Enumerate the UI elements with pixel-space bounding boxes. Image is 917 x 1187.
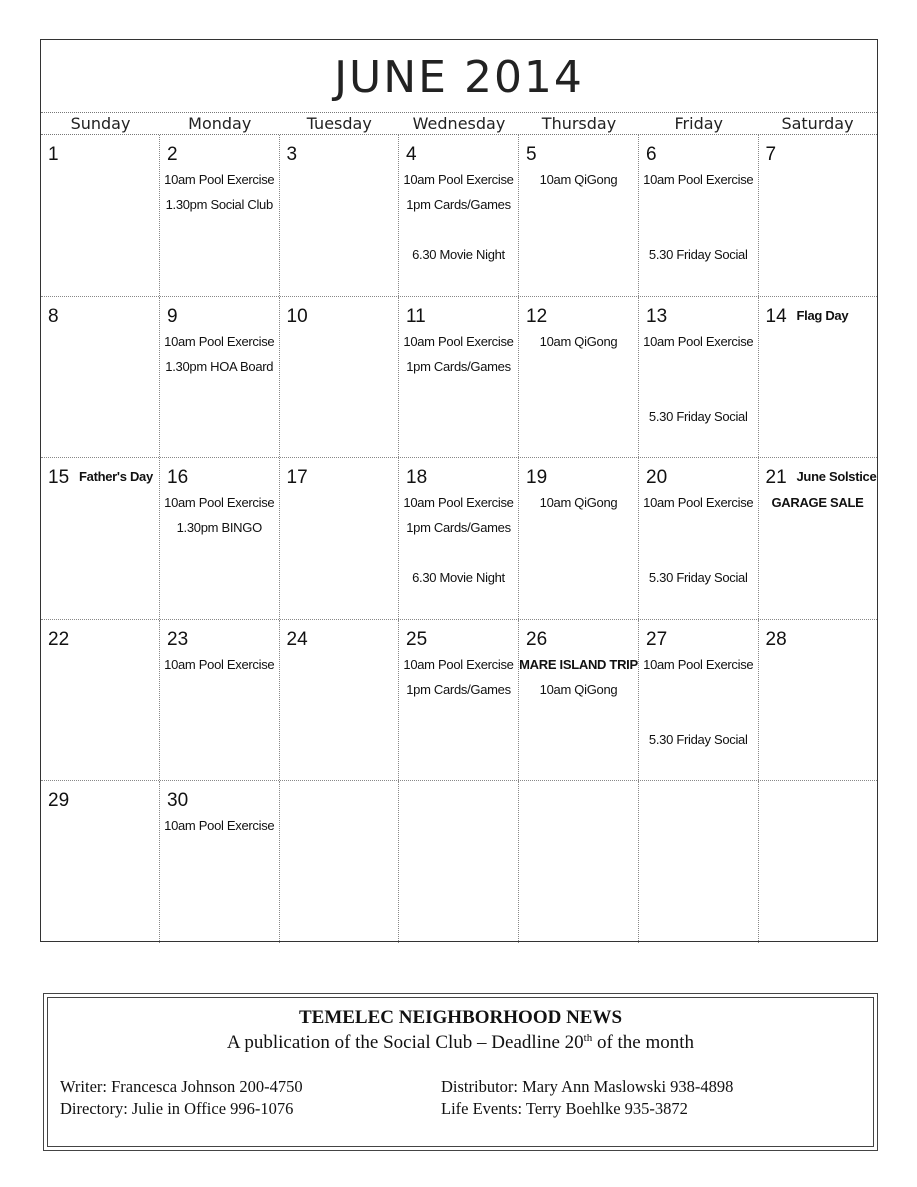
- day-cell-19: [519, 458, 639, 619]
- day-cell-empty: [519, 781, 639, 943]
- event-entry: 10am Pool Exercise: [164, 495, 275, 511]
- day-cell-7: [759, 135, 877, 296]
- event-entry: 10am Pool Exercise: [403, 495, 514, 511]
- event-entry: 6.30 Movie Night: [412, 570, 505, 586]
- day-number: 1: [48, 144, 59, 165]
- day-cell-13: [639, 297, 759, 458]
- day-number: 27: [646, 628, 668, 650]
- distributor-credit: Distributor: Mary Ann Maslowski 938-4898: [441, 1077, 734, 1096]
- event-entry: 10am Pool Exercise: [164, 333, 275, 349]
- day-cell-20: [639, 458, 759, 619]
- event-entry: 5.30 Friday Social: [648, 247, 748, 262]
- day-number: 2: [167, 144, 178, 165]
- event-entry: 5.30 Friday Social: [648, 570, 748, 586]
- weekday-wednesday: Wednesday: [412, 114, 506, 133]
- event-entry: 1.30pm Social Club: [165, 197, 273, 212]
- footer-subtitle: [48, 1032, 873, 1054]
- weekday-saturday: Saturday: [781, 114, 854, 133]
- day-cell-12: [519, 297, 639, 458]
- calendar-grid: [41, 134, 877, 943]
- weekday-thursday: Thursday: [541, 114, 617, 133]
- day-number: 28: [765, 628, 787, 650]
- event-entry: GARAGE SALE: [771, 495, 864, 511]
- weekday-sunday: Sunday: [70, 114, 131, 133]
- event-entry: 1pm Cards/Games: [406, 197, 511, 212]
- day-number: 19: [526, 467, 548, 489]
- weekday-header-row: [41, 112, 877, 135]
- day-cell-11: [399, 297, 519, 458]
- day-cell-28: [759, 620, 877, 781]
- day-cell-empty: [759, 781, 877, 943]
- day-number: 3: [286, 144, 298, 165]
- footer-subtitle-text: A publication of the Social Club – Deadline 20: [226, 1032, 584, 1053]
- event-entry: MARE ISLAND TRIP: [519, 656, 638, 672]
- event-entry: 10am QiGong: [539, 172, 618, 187]
- week-row: [41, 297, 877, 459]
- weekday-friday: Friday: [674, 114, 723, 133]
- event-entry: 10am Pool Exercise: [403, 656, 514, 672]
- event-entry: 10am QiGong: [539, 681, 618, 697]
- event-entry: 10am Pool Exercise: [643, 333, 754, 349]
- day-cell-26: [519, 620, 639, 781]
- day-cell-24: [280, 620, 400, 781]
- event-entry: 10am Pool Exercise: [164, 172, 275, 187]
- day-number: 15: [48, 467, 70, 489]
- day-number: 7: [765, 144, 777, 165]
- day-number: 13: [646, 305, 668, 327]
- day-number: 6: [646, 144, 657, 165]
- day-cell-22: [41, 620, 160, 781]
- directory-credit: Directory: Julie in Office 996-1076: [60, 1099, 294, 1118]
- weekday-tuesday: Tuesday: [306, 114, 372, 133]
- week-row: [41, 781, 877, 943]
- event-entry: 10am Pool Exercise: [403, 333, 514, 349]
- day-cell-9: [160, 297, 280, 458]
- day-cell-5: [519, 135, 639, 296]
- day-cell-8: [41, 297, 160, 458]
- day-number: 23: [167, 628, 189, 650]
- event-entry: 10am Pool Exercise: [643, 495, 754, 511]
- event-entry: 10am Pool Exercise: [164, 818, 275, 834]
- day-cell-empty: [639, 781, 759, 943]
- day-number: 9: [167, 305, 178, 327]
- day-number: 10: [286, 305, 308, 327]
- day-cell-empty: [280, 781, 400, 943]
- day-cell-30: [160, 781, 280, 943]
- day-cell-1: [41, 135, 160, 296]
- day-cell-29: [41, 781, 160, 943]
- event-entry: 5.30 Friday Social: [648, 731, 748, 747]
- day-number: 22: [48, 628, 70, 650]
- weekday-monday: Monday: [188, 114, 252, 133]
- day-number: 24: [286, 628, 308, 650]
- day-cell-27: [639, 620, 759, 781]
- day-number: 18: [406, 467, 428, 489]
- day-cell-6: [639, 135, 759, 296]
- day-cell-empty: [399, 781, 519, 943]
- writer-credit: Writer: Francesca Johnson 200-4750: [60, 1077, 303, 1096]
- footer-subtitle-end: of the month: [592, 1032, 695, 1053]
- holiday-label: June Solstice: [796, 469, 877, 485]
- day-cell-3: [280, 135, 400, 296]
- calendar: [40, 39, 878, 942]
- day-number: 21: [765, 467, 787, 489]
- event-entry: 10am Pool Exercise: [403, 172, 514, 187]
- day-number: 20: [646, 467, 668, 489]
- day-cell-18: [399, 458, 519, 619]
- day-cell-15: [41, 458, 160, 619]
- week-row: [41, 620, 877, 782]
- calendar-title: JUNE 2014: [334, 52, 584, 103]
- event-entry: 1pm Cards/Games: [406, 681, 511, 697]
- day-number: 12: [526, 305, 548, 327]
- day-cell-23: [160, 620, 280, 781]
- day-cell-17: [280, 458, 400, 619]
- event-entry: 10am Pool Exercise: [164, 656, 275, 672]
- footer-title: TEMELEC NEIGHBORHOOD NEWS: [298, 1007, 623, 1028]
- day-number: 5: [526, 144, 537, 165]
- footer-inner-border: [47, 997, 874, 1147]
- event-entry: 10am Pool Exercise: [643, 656, 754, 672]
- day-cell-14: [759, 297, 877, 458]
- holiday-label: Father's Day: [79, 469, 153, 485]
- event-entry: 1.30pm HOA Board: [165, 358, 274, 374]
- week-row: [41, 135, 877, 297]
- day-cell-4: [399, 135, 519, 296]
- holiday-label: Flag Day: [796, 307, 849, 323]
- event-entry: 6.30 Movie Night: [412, 247, 505, 262]
- day-number: 16: [167, 467, 189, 489]
- event-entry: 10am Pool Exercise: [643, 172, 754, 187]
- event-entry: 10am QiGong: [539, 495, 618, 511]
- day-number: 25: [406, 628, 428, 650]
- day-number: 14: [765, 305, 787, 327]
- day-cell-21: [759, 458, 877, 619]
- event-entry: 5.30 Friday Social: [648, 408, 748, 424]
- event-entry: 1pm Cards/Games: [406, 520, 511, 536]
- event-entry: 1.30pm BINGO: [176, 520, 262, 536]
- newsletter-footer: [43, 993, 878, 1151]
- footer-subtitle-superscript: th: [583, 1032, 593, 1044]
- day-cell-16: [160, 458, 280, 619]
- day-cell-25: [399, 620, 519, 781]
- week-row: [41, 458, 877, 620]
- event-entry: 1pm Cards/Games: [406, 358, 511, 374]
- event-entry: 10am QiGong: [539, 333, 618, 349]
- day-number: 26: [526, 628, 548, 650]
- day-cell-2: [160, 135, 280, 296]
- day-number: 30: [167, 790, 189, 812]
- day-number: 11: [406, 305, 426, 327]
- day-number: 17: [286, 467, 308, 489]
- life-events-credit: Life Events: Terry Boehlke 935-3872: [441, 1099, 688, 1118]
- day-number: 29: [48, 790, 70, 812]
- day-number: 8: [48, 305, 59, 327]
- day-number: 4: [406, 144, 417, 165]
- day-cell-10: [280, 297, 400, 458]
